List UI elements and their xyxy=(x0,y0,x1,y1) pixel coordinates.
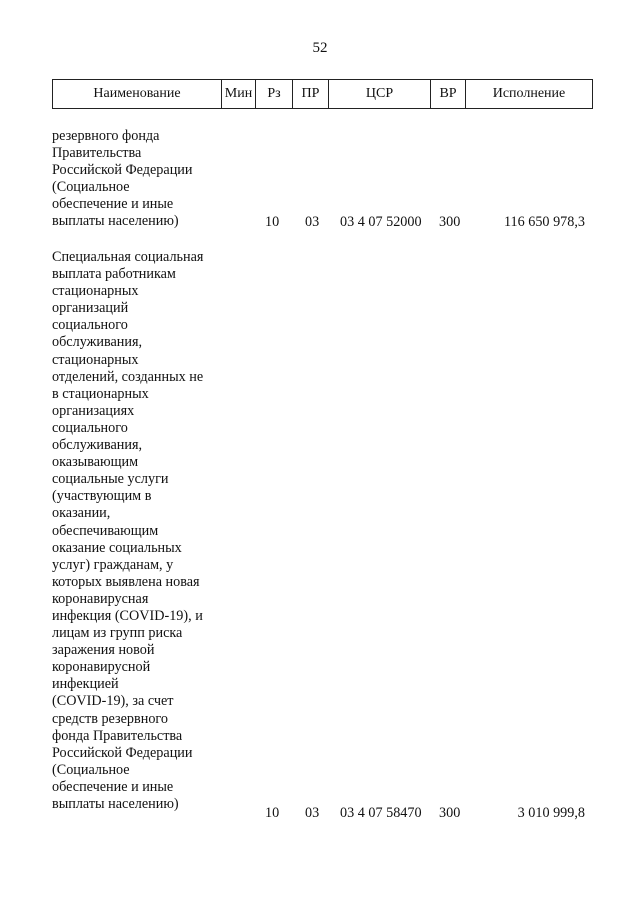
row-pr: 03 xyxy=(305,804,320,821)
header-execution: Исполнение xyxy=(492,86,566,101)
header-pr: ПР xyxy=(293,80,329,108)
row-csr: 03 4 07 52000 xyxy=(340,213,422,230)
row-name-line: оказании, xyxy=(52,505,111,522)
page-number: 52 xyxy=(312,40,328,56)
row-vr: 300 xyxy=(439,213,461,230)
table-header xyxy=(52,79,593,109)
row-name-line: лицам из групп риска xyxy=(52,625,183,642)
row-name-line: заражения новой xyxy=(52,642,155,659)
row-name-line: обеспечение и иные xyxy=(52,196,174,213)
row-name-line: оказание социальных xyxy=(52,539,182,556)
row-csr: 03 4 07 58470 xyxy=(340,804,422,821)
row-name-line: оказывающим xyxy=(52,454,139,471)
row-name-line: (участвующим в xyxy=(52,488,152,505)
row-name-line: социального xyxy=(52,419,128,436)
header-vr: ВР xyxy=(431,80,466,108)
row-name-line: в стационарных xyxy=(52,385,149,402)
row-name-line: стационарных xyxy=(52,351,139,368)
row-name-line: услуг) гражданам, у xyxy=(52,556,174,573)
row-name-line: коронавирусной xyxy=(52,659,151,676)
row-name-line: выплата работникам xyxy=(52,266,176,283)
row-name-line: Правительства xyxy=(52,145,142,162)
row-name-line: выплаты населению) xyxy=(52,796,179,812)
row-name-line: инфекция (COVID-19), и xyxy=(52,607,203,624)
row-name-line: социального xyxy=(52,317,128,334)
row-name-line: (Социальное xyxy=(52,761,130,778)
row-rz: 10 xyxy=(265,213,280,230)
header-min: Мин xyxy=(222,80,256,108)
header-csr: ЦСР xyxy=(329,80,431,108)
row-vr: 300 xyxy=(439,804,461,821)
row-name-line: обслуживания, xyxy=(52,334,143,351)
row-name-line: стационарных xyxy=(52,283,139,300)
row-name-line: организаций xyxy=(52,300,129,317)
row-name-line: коронавирусная xyxy=(52,590,149,607)
row-name-line: резервного фонда xyxy=(52,128,160,144)
row-name-line: инфекцией xyxy=(52,676,119,693)
row-name-line: отделений, созданных не xyxy=(52,368,204,385)
row-name-line: (Социальное xyxy=(52,179,130,196)
header-name: Наименование xyxy=(53,80,222,108)
row-name-line: Специальная социальная xyxy=(52,249,204,265)
row-name-line: обеспечивающим xyxy=(52,522,159,539)
header-rz: Рз xyxy=(256,80,293,108)
row-rz: 10 xyxy=(265,804,280,821)
row-name-line: обслуживания, xyxy=(52,437,143,454)
row-name-line: обеспечение и иные xyxy=(52,778,174,795)
row-name-line: выплаты населению) xyxy=(52,213,179,230)
row-name-line: организациях xyxy=(52,402,135,419)
row-name-line: средств резервного xyxy=(52,710,168,727)
row-name xyxy=(52,249,232,813)
row-name-line: (COVID-19), за счет xyxy=(52,693,174,710)
row-name-line: Российской Федерации xyxy=(52,744,193,761)
row-name xyxy=(52,128,232,231)
row-name-line: фонда Правительства xyxy=(52,727,183,744)
row-execution: 116 650 978,3 xyxy=(503,213,585,230)
row-pr: 03 xyxy=(305,213,320,230)
row-name-line: которых выявлена новая xyxy=(52,573,200,590)
row-execution: 3 010 999,8 xyxy=(517,804,585,821)
row-name-line: Российской Федерации xyxy=(52,162,193,179)
row-name-line: социальные услуги xyxy=(52,471,169,488)
